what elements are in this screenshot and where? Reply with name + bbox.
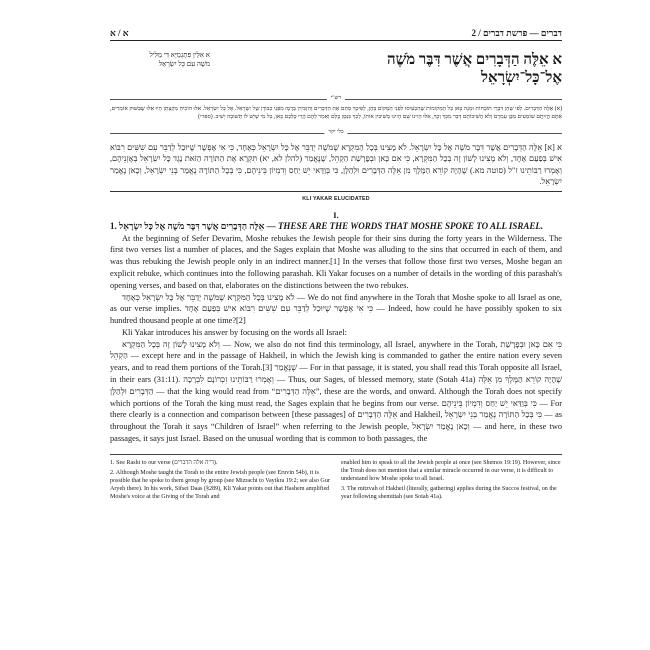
verse-block — [110, 51, 562, 87]
verse-text — [312, 51, 562, 87]
heading-hebrew: אֵלֶּה הַדְּבָרִים אֲשֶׁר דִּבֶּר מֹשֶׁה אֶל כָּל יִשְׂרָאֵל — [119, 220, 265, 231]
paragraph-4: וְלֹא מָצִינוּ לָשׁוֹן זֶה בְּכָל הַמִּקְרָא — Now, we also do not find this terminology, all Israel, anywhere in the Torah, כִּי אִם כָּאן וּבְפָרָשַׁת הַקְהֵל — except here and in the passage of Hakheil, in which the Jewish king is commanded to gather the entire nation every seven years, and to read them portions of the Torah.[3] שֶׁנֶּאֱמַר — For in that passage, it is stated, you shall read this Torah opposite all Israel, in their ears (31:11). וְאָמְרוּ רַבּוֹתֵינוּ זִכְרוֹנָם לִבְרָכָה — Thus, our Sages, of blessed memory, state (Sotah 41a) שֶׁהָיָה קוֹרֵא הַמֶּלֶךְ מִן אֵלֶּה הַדְּבָרִים וּלְהַלָּן — that the king would read from “אֵלֶּה הַדְּבָרִים”, these are the words, and onward. Although the Torah does not specify which portions of the Torah the king must read, the Sages explain that he begins from our verse. כִּי בְּוַדַּאי יֵשׁ יַחַס וְדִמְיוֹן בֵּינֵיהֶם — For there clearly is a connection and comparison between [these passages] of אֵלֶּה הַדְּבָרִים and Hakheil, כִּי בְּכָל הַתּוֹרָה נֶאֱמַר בְּנֵי יִשְׂרָאֵל — as throughout the Torah it says “Children of Israel” when referring to the Jewish people, וְכָאן נֶאֱמַר יִשְׂרָאֵל — and here, in these two passages, it says just Israel. Based on the unusual wording that is common to both passages, the — [110, 339, 563, 443]
footnote-2-continued: enabled him to speak to all the Jewish people at once (see Shemos 19:19). However, since the Torah does not mention that a similar miracle occurred in our verse, it is difficult to understand how Moshe spoke to all Israel. — [341, 459, 561, 482]
kli-yakar-label: כלי יקר — [324, 129, 347, 135]
footnotes — [110, 454, 562, 503]
footnote-3: 3. The mitzvah of Hakheil (literally, gathering) applies during the Succos festival, on the year following shemittah (see Sotah 41a). — [341, 485, 557, 501]
elucidation-body — [110, 220, 562, 445]
footnote-column-left — [110, 459, 331, 503]
paragraph-1: At the beginning of Sefer Devarim, Moshe rebukes the Jewish people for their sins during the forty years in the Wilderness. The first two verses list a number of places, and the Sages explain that Moshe was alluding to the sins that occurred in each of them, and was thus rebuking the Jewish people only in an indirect manner.[1] In the verses that follow those first two verses, Moshe began an explicit rebuke, which continues into the following parashah. Kli Yakar focuses on a number of details in the wording of this parashah's opening verses, and based on that, elaborates on the distinctions between the two rebukes. — [110, 233, 562, 290]
book-parashah-title: דברים — פרשת דברים / 2 — [471, 28, 562, 38]
heading-number: 1. — [110, 220, 117, 231]
rashi-divider — [110, 95, 562, 101]
running-header — [110, 28, 562, 41]
verse-letter: א — [552, 52, 562, 68]
footnote-2: 2. Although Moshe taught the Torah to the entire Jewish people (see Eruvin 54b), it is possible that he spoke to them group by group (see Mizrachi to Vayikra 19:2; see also Gur Aryeh there). In his work, Sifsei Daas (§289), Kli Yakar points out that Hashem amplified Moshe's voice at the Giving of the Torah and — [110, 469, 330, 501]
verse-words: אֵלֶּה הַדְּבָרִים אֲשֶׁר דִּבֶּר מֹשֶׁה אֶל־כָּל־יִשְׂרָאֵל — [387, 52, 562, 86]
verse-heading — [110, 220, 562, 233]
kli-yakar-hebrew-text: א [א] אֵלֶּה הַדְּבָרִים אֲשֶׁר דִּבֶּר מֹשֶׁה אֶל כָּל יִשְׂרָאֵל. לֹא מָצִינוּ בְּכָל הַמִּקְרָא שֶׁמֹּשֶׁה יְדַבֵּר אֶל כָּל יִשְׂרָאֵל כְּאֶחָד, כִּי אִי אֶפְשָׁר שֶׁיּוּכַל לְדַבֵּר עִם שִׁשִּׁים רִבּוֹא אִישׁ בְּפַעַם אֶחָד, וְלֹא מָצִינוּ לָשׁוֹן זֶה בְּכָל הַמִּקְרָא, כִּי אִם כָּאן וּבְפָרָשַׁת הַקְהֵל, שֶׁנֶּאֱמַר (להלן לא, יא) תִּקְרָא אֶת הַתּוֹרָה הַזֹּאת נֶגֶד כָּל יִשְׂרָאֵל בְּאָזְנֵיהֶם, וְאָמְרוּ רַבּוֹתֵינוּ ז"ל (סוטה מא.) שֶׁהָיָה קוֹרֵא הַמֶּלֶךְ מִן אֵלֶּה הַדְּבָרִים וּלְהַלָּן, כִּי בְּוַדַּאי יֵשׁ יַחַס וְדִמְיוֹן בֵּינֵיהֶם, כִּי בְּכָל הַתּוֹרָה נֶאֱמַר בְּנֵי יִשְׂרָאֵל, וְכָאן נֶאֱמַר יִשְׂרָאֵל. — [110, 143, 562, 186]
paragraph-3: Kli Yakar introduces his answer by focusing on the words all Israel: — [122, 327, 347, 337]
elucidated-label: KLI YAKAR ELUCIDATED — [297, 196, 374, 202]
chapter-verse-ref: א / א — [110, 28, 129, 38]
footnote-1: 1. See Rashi to our verse (ד"ה אלה הדברים). — [110, 459, 218, 466]
targum-text — [110, 51, 210, 87]
kli-yakar-divider — [110, 129, 562, 136]
paragraph-2: לֹא מָצִינוּ בְּכָל הַמִּקְרָא שֶׁמֹּשֶׁה יְדַבֵּר אֶל כָּל יִשְׂרָאֵל כְּאֶחָד — We do not find anywhere in the Torah that Moshe spoke to all Israel as one, as our verse implies. כִּי אִי אֶפְשָׁר שֶׁיּוּכַל לְדַבֵּר עִם שִׁשִּׁים רִבּוֹא אִישׁ בְּפַעַם אֶחָד — Indeed, how could he have possibly spoken to six hundred thousand people at one time?[2] — [110, 292, 562, 326]
section-number: I. — [333, 209, 339, 220]
rashi-label: רש"י — [327, 95, 345, 101]
targum-line-2: מֹשֶׁה עִם כָּל יִשְׂרָאֵל — [158, 60, 210, 69]
rashi-commentary: (א) אֵלֶּה הַדְּבָרִים. לְפִי שֶׁהֵן דִּבְרֵי תּוֹכָחוֹת וּמָנָה כָּאן כָּל הַמְּקוֹמוֹת שֶׁהִכְעִיסוּ לִפְנֵי הַמָּקוֹם בָּהֶן, לְפִיכָךְ סָתַם אֶת הַדְּבָרִים וְהִזְכִּירָן בְּרֶמֶז מִפְּנֵי כְבוֹדָן שֶׁל יִשְׂרָאֵל. אֶל כָּל יִשְׂרָאֵל. אִלּוּ הוֹכִיחַ מִקְצָתָן הָיוּ אֵלּוּ שֶׁבַּשּׁוּק אוֹמְרִים, אַתֶּם הֱיִיתֶם שׁוֹמְעִים מִבֶּן עַמְרָם וְלֹא הֲשִׁיבוֹתֶם דָּבָר מִכָּךְ וְכָךְ, אִלּוּ הָיִינוּ שָׁם הָיִינוּ מְשִׁיבִין אוֹתוֹ, לְכָךְ כִּנְּסָן כֻּלָּם וְאָמַר לָהֶם הֲרֵי כֻּלְּכֶם כָּאן, כָּל מִי שֶׁיֵּשׁ לוֹ תְּשׁוּבָה יָשִׁיב. (ספרי) — [110, 106, 562, 121]
heading-english: — THESE ARE THE WORDS THAT MOSHE SPOKE TO ALL ISRAEL. — [264, 220, 544, 231]
elucidated-divider — [110, 191, 562, 210]
footnote-column-right — [341, 459, 562, 503]
targum-line-1: א אִלֵּין פִּתְגָמַיָּא דִּי מַלִּיל — [149, 51, 210, 59]
